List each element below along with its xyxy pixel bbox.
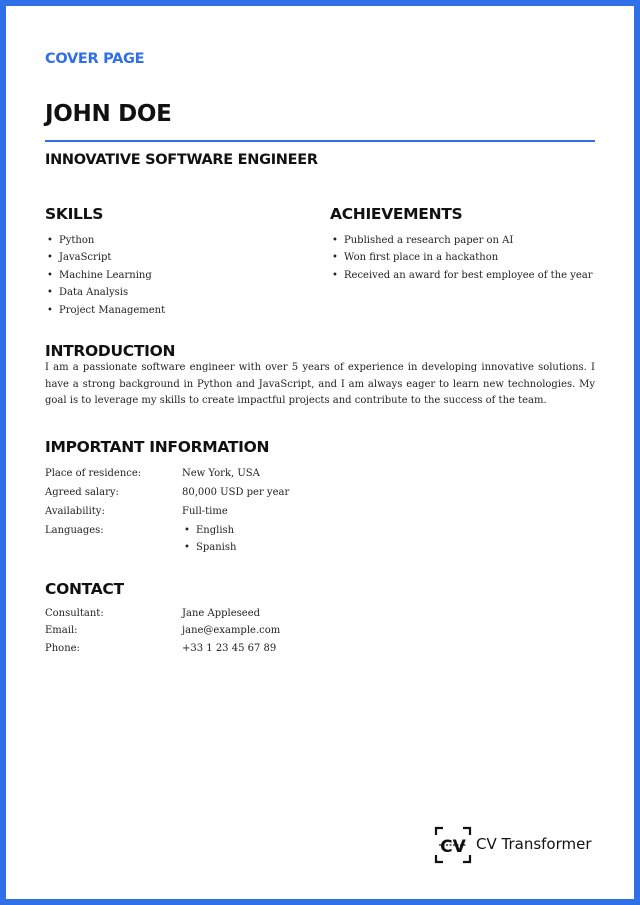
phone-label: Phone: (45, 643, 80, 654)
consultant-label: Consultant: (45, 608, 104, 619)
email-row (45, 622, 595, 640)
phone-row (45, 640, 595, 658)
salary-row (45, 483, 595, 502)
achievements-list (330, 232, 593, 284)
consultant-row (45, 605, 595, 623)
skills-heading: SKILLS (45, 205, 104, 223)
cover-page-label: COVER PAGE (45, 51, 145, 67)
residence-row (45, 464, 595, 483)
languages-row (45, 521, 595, 540)
brand-name: CV Transformer (476, 835, 592, 853)
list-item: • JavaScript (45, 249, 165, 266)
important-info-heading: IMPORTANT INFORMATION (45, 438, 270, 456)
list-item: • Python (45, 232, 165, 249)
availability-row (45, 502, 595, 521)
residence-label: Place of residence: (45, 468, 142, 479)
list-item: • Data Analysis (45, 284, 165, 301)
salary-label: Agreed salary: (45, 487, 119, 498)
introduction-text: I am a passionate software engineer with over 5 years of experience in developing innovative solutions. I have a strong background in Python and JavaScript, and I am always eager to learn new technologies. My goal is to leverage my skills to create impactful projects and contribute to the success of the team. (45, 362, 595, 406)
skills-list (45, 232, 165, 319)
list-item: • Machine Learning (45, 267, 165, 284)
languages-list (182, 522, 236, 557)
availability-label: Availability: (45, 506, 105, 517)
email-value: jane@example.com (182, 625, 281, 636)
logo-monogram: CV (440, 837, 466, 857)
job-title: INNOVATIVE SOFTWARE ENGINEER (45, 152, 318, 168)
header-divider (45, 140, 595, 142)
phone-value: +33 1 23 45 67 89 (182, 643, 277, 654)
residence-value: New York, USA (182, 468, 260, 479)
list-item: • Won first place in a hackathon (330, 249, 593, 266)
email-label: Email: (45, 625, 78, 636)
contact-heading: CONTACT (45, 580, 124, 598)
achievements-heading: ACHIEVEMENTS (330, 205, 463, 223)
list-item: • Project Management (45, 302, 165, 319)
cv-logo-icon (434, 826, 472, 864)
list-item: • Spanish (182, 539, 236, 556)
candidate-name: JOHN DOE (45, 101, 172, 127)
introduction-heading: INTRODUCTION (45, 342, 176, 360)
list-item: • Received an award for best employee of the year (330, 267, 593, 284)
availability-value: Full-time (182, 506, 228, 517)
list-item: • English (182, 522, 236, 539)
languages-label: Languages: (45, 525, 104, 536)
salary-value: 80,000 USD per year (182, 487, 290, 498)
consultant-value: Jane Appleseed (182, 608, 261, 619)
brand-logo (434, 826, 594, 864)
list-item: • Published a research paper on AI (330, 232, 593, 249)
